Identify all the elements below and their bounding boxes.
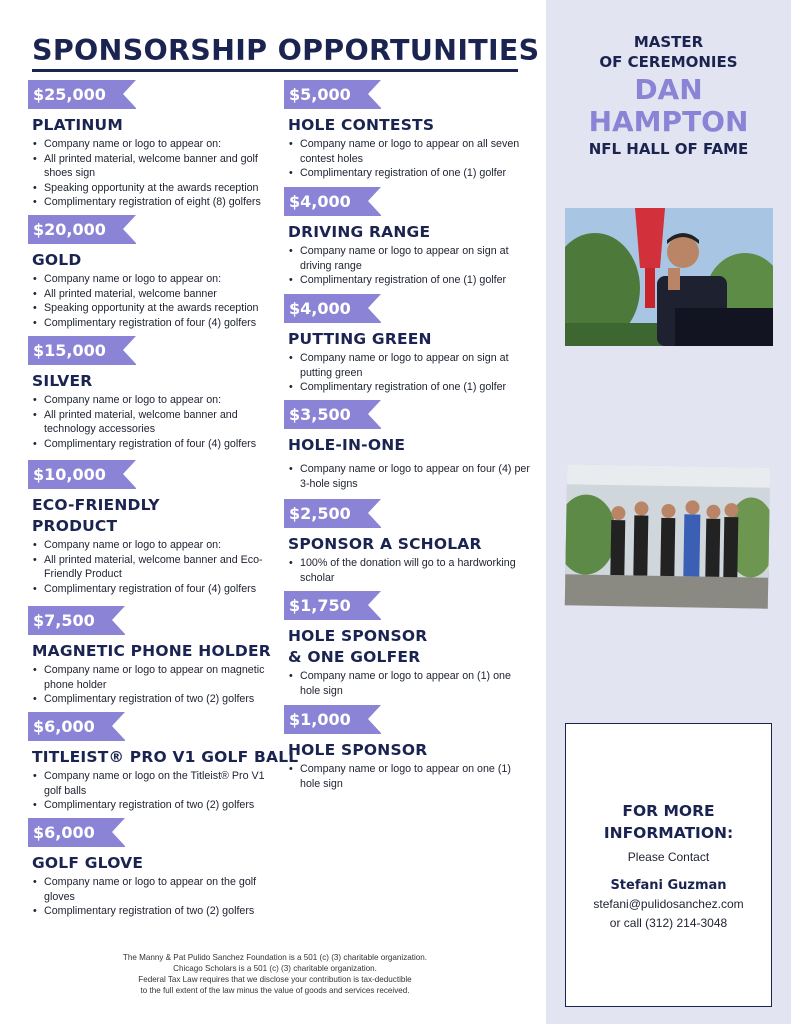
tier-titleist-golf-ball: [28, 712, 299, 813]
benefits-list: [32, 272, 278, 330]
benefit-item: • Company name or logo to appear on one (1) hole sign: [288, 762, 534, 791]
benefits-list: [32, 663, 278, 707]
price-ribbon: $2,500: [284, 499, 381, 528]
benefit-item: • Company name or logo to appear on the golf gloves: [32, 875, 278, 904]
price-ribbon: $3,500: [284, 400, 381, 429]
benefits-list: [288, 351, 534, 395]
tier-name: ECO-FRIENDLY PRODUCT: [32, 496, 160, 535]
contact-name: Stefani Guzman: [610, 878, 727, 893]
benefit-item: • Complimentary registration of four (4) golfers: [32, 437, 278, 452]
footer-line: to the full extent of the law minus the value of goods and services received.: [140, 986, 410, 995]
benefit-item: • Company name or logo to appear on:: [32, 538, 278, 553]
tier-name: MAGNETIC PHONE HOLDER: [32, 642, 271, 660]
contact-heading-line2: INFORMATION:: [603, 824, 734, 842]
tier-name: PLATINUM: [32, 116, 123, 134]
price-ribbon: $25,000: [28, 80, 136, 109]
benefits-list: [288, 462, 534, 491]
mc-heading-line1: MASTER: [633, 33, 704, 51]
tier-silver: [28, 336, 278, 451]
tier-name: SPONSOR A SCHOLAR: [288, 535, 482, 553]
benefit-item: • Complimentary registration of one (1) golfer: [288, 166, 534, 181]
benefit-item: • Company name or logo to appear on all seven contest holes: [288, 137, 534, 166]
tier-putting-green: [284, 294, 534, 395]
benefits-list: [288, 244, 534, 288]
price-ribbon: $6,000: [28, 712, 125, 741]
benefit-item: • Speaking opportunity at the awards reception: [32, 181, 278, 196]
benefit-item: • Complimentary registration of two (2) golfers: [32, 904, 278, 919]
mc-subtitle: NFL HALL OF FAME: [588, 140, 749, 158]
mc-heading-line2: OF CEREMONIES: [599, 53, 738, 71]
tier-name: DRIVING RANGE: [288, 223, 431, 241]
benefit-item: • Company name or logo to appear on:: [32, 393, 278, 408]
footer-line: The Manny & Pat Pulido Sanchez Foundation is a 501 (c) (3) charitable organization.: [122, 953, 428, 962]
tier-name: GOLD: [32, 251, 82, 269]
footer-disclaimer: [40, 952, 510, 996]
benefits-list: [32, 137, 278, 210]
benefit-item: • Company name or logo to appear on (1) one hole sign: [288, 669, 534, 698]
contact-email[interactable]: stefani@pulidosanchez.com: [593, 897, 744, 911]
tier-name: SILVER: [32, 372, 93, 390]
tier-platinum: [28, 80, 278, 210]
benefit-item: • Complimentary registration of two (2) golfers: [32, 798, 278, 813]
footer-line: Chicago Scholars is a 501 (c) (3) charitable organization.: [173, 964, 377, 973]
tier-hole-in-one: [284, 400, 534, 491]
tier-name: PUTTING GREEN: [288, 330, 432, 348]
photo-speaker-illustration: [565, 208, 773, 346]
photo-group-illustration: [565, 464, 770, 609]
contact-please: Please Contact: [627, 850, 710, 864]
benefits-list: [288, 669, 534, 698]
photo-speaker-at-podium: [565, 208, 773, 346]
tier-name: HOLE CONTESTS: [288, 116, 435, 134]
master-of-ceremonies: [546, 32, 791, 160]
contact-phone[interactable]: or call (312) 214-3048: [609, 916, 728, 930]
tier-gold: [28, 215, 278, 330]
benefit-item: • Complimentary registration of eight (8) golfers: [32, 195, 278, 210]
benefit-item: • Company name or logo to appear on magnetic phone holder: [32, 663, 278, 692]
contact-heading-line1: FOR MORE: [622, 802, 715, 820]
tier-eco-friendly-product: [28, 460, 278, 596]
benefit-item: • Speaking opportunity at the awards reception: [32, 301, 278, 316]
mc-name-last: HAMPTON: [588, 105, 749, 138]
benefit-item: • Complimentary registration of one (1) golfer: [288, 273, 534, 288]
benefit-item: • Company name or logo on the Titleist® Pro V1 golf balls: [32, 769, 278, 798]
benefits-list: [32, 538, 278, 596]
benefit-item: • All printed material, welcome banner and technology accessories: [32, 408, 278, 437]
tier-name: HOLE SPONSOR: [288, 741, 428, 759]
price-ribbon: $1,750: [284, 591, 381, 620]
tier-driving-range: [284, 187, 534, 288]
tier-magnetic-phone-holder: [28, 606, 278, 707]
contact-info-box: [565, 723, 772, 1007]
benefit-item: • 100% of the donation will go to a hardworking scholar: [288, 556, 534, 585]
tier-hole-contests: [284, 80, 534, 181]
photo-group: [565, 464, 770, 609]
benefit-item: • Company name or logo to appear on sign at putting green: [288, 351, 534, 380]
benefit-item: • Company name or logo to appear on sign at driving range: [288, 244, 534, 273]
benefit-item: • Company name or logo to appear on:: [32, 272, 278, 287]
price-ribbon: $20,000: [28, 215, 136, 244]
tier-golf-glove: [28, 818, 278, 919]
price-ribbon: $5,000: [284, 80, 381, 109]
price-ribbon: $7,500: [28, 606, 125, 635]
benefit-item: • Company name or logo to appear on four (4) per 3-hole signs: [288, 462, 534, 491]
benefit-item: • All printed material, welcome banner and golf shoes sign: [32, 152, 278, 181]
benefit-item: • Complimentary registration of two (2) golfers: [32, 692, 278, 707]
price-ribbon: $15,000: [28, 336, 136, 365]
benefit-item: • Complimentary registration of four (4) golfers: [32, 316, 278, 331]
price-ribbon: $1,000: [284, 705, 381, 734]
tier-name: HOLE-IN-ONE: [288, 436, 406, 454]
benefit-item: • Complimentary registration of four (4) golfers: [32, 582, 278, 597]
tier-name: TITLEIST® PRO V1 GOLF BALL: [32, 748, 299, 766]
benefit-item: • Complimentary registration of one (1) golfer: [288, 380, 534, 395]
benefits-list: [32, 393, 278, 451]
tier-name: HOLE SPONSOR & ONE GOLFER: [288, 627, 428, 666]
benefit-item: • All printed material, welcome banner: [32, 287, 278, 302]
tier-name: GOLF GLOVE: [32, 854, 144, 872]
footer-line: Federal Tax Law requires that we disclose your contribution is tax-deductible: [138, 975, 412, 984]
price-ribbon: $4,000: [284, 294, 381, 323]
benefit-item: • All printed material, welcome banner and Eco-Friendly Product: [32, 553, 278, 582]
mc-name-first: DAN: [634, 73, 703, 106]
page-title: SPONSORSHIP OPPORTUNITIES: [32, 34, 518, 72]
tier-sponsor-a-scholar: [284, 499, 534, 585]
benefits-list: [288, 137, 534, 181]
benefits-list: [288, 556, 534, 585]
price-ribbon: $10,000: [28, 460, 136, 489]
tier-hole-sponsor: [284, 705, 534, 791]
benefit-item: • Company name or logo to appear on:: [32, 137, 278, 152]
tier-hole-sponsor-one-golfer: [284, 591, 534, 698]
price-ribbon: $4,000: [284, 187, 381, 216]
benefits-list: [32, 769, 278, 813]
price-ribbon: $6,000: [28, 818, 125, 847]
benefits-list: [288, 762, 534, 791]
benefits-list: [32, 875, 278, 919]
